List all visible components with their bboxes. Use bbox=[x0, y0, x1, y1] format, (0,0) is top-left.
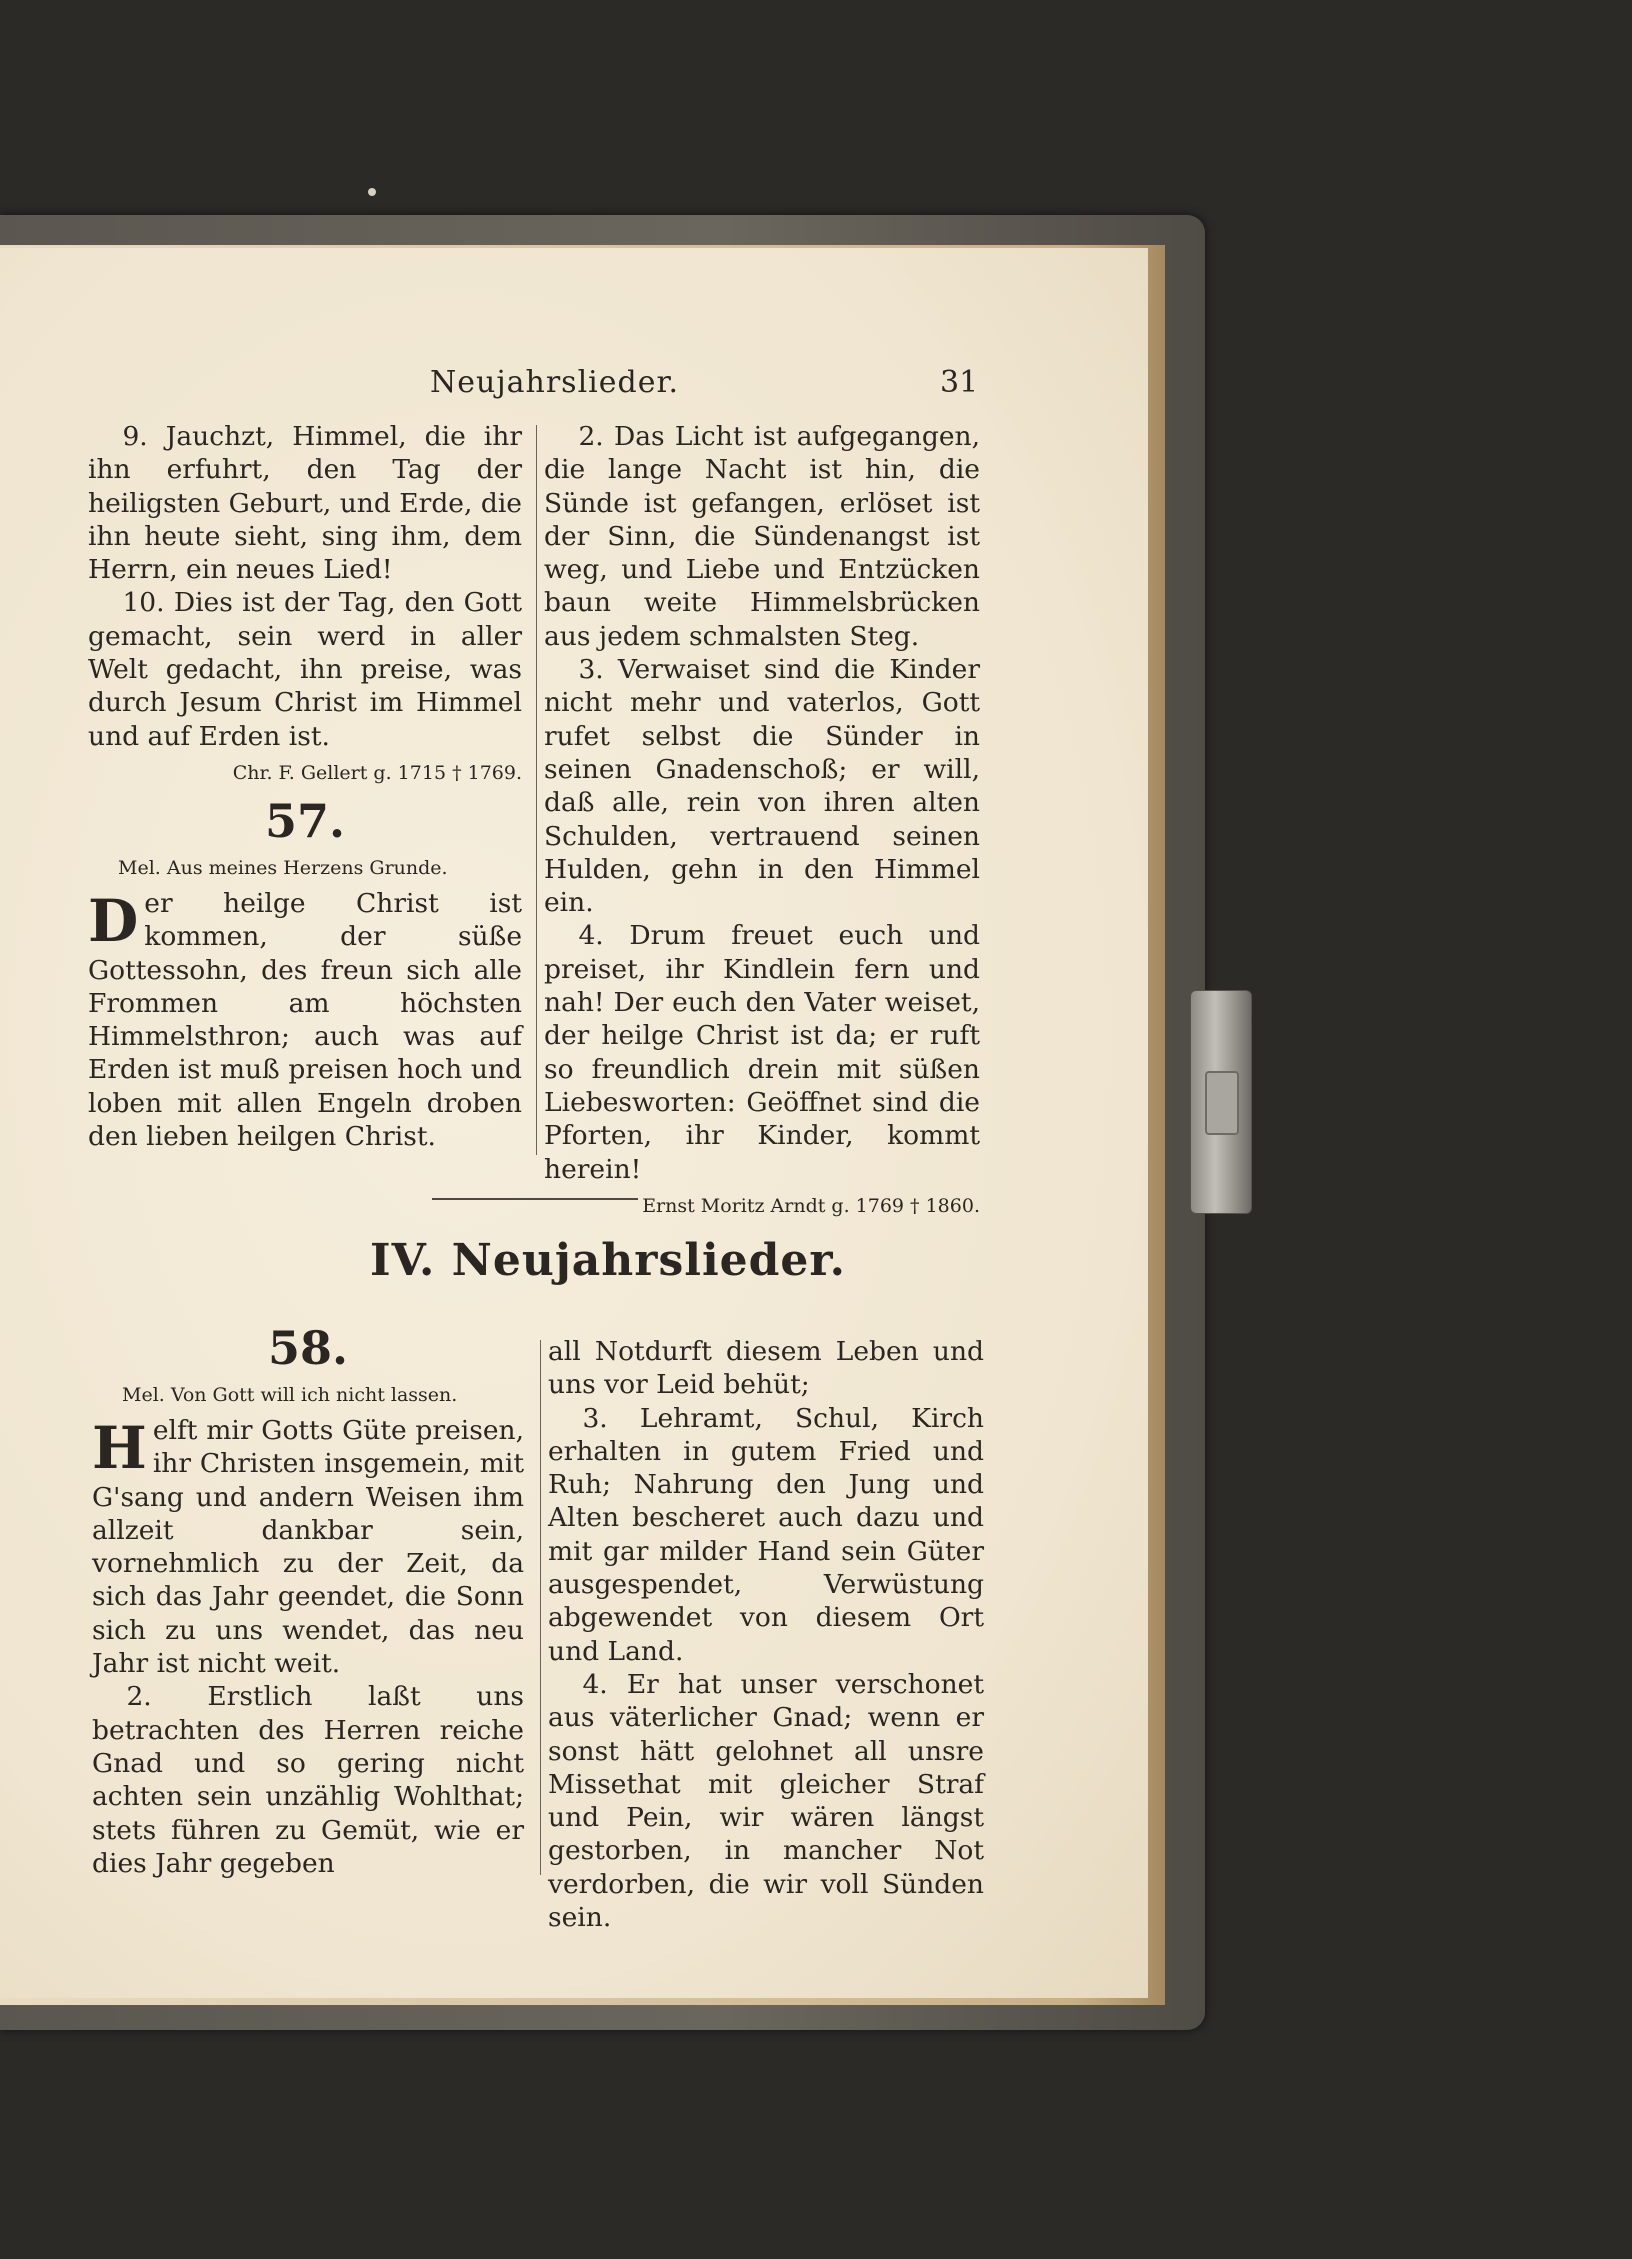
column-rule-bottom bbox=[540, 1340, 541, 1875]
hymn-57-verse-1-text: er heilge Christ ist kommen, der süße Gottessohn, des freun sich alle Frommen am höchsten Himmelsthron; auch was auf Erden ist muß preisen hoch und loben mit allen Engeln droben den lieben heilgen Christ. bbox=[88, 887, 522, 1153]
hymn-58-verse-3: 3. Lehramt, Schul, Kirch erhalten in gutem Fried und Ruh; Nahrung den Jung und Alten bescheret auch dazu und mit gar milder Hand sein Güter ausgespendet, Verwüstung abgewendet von diesem Ort und Land. bbox=[548, 1402, 984, 1667]
clasp-knob bbox=[1205, 1071, 1239, 1135]
hymn-58-verse-4: 4. Er hat unser verschonet aus väterlicher Gnad; wenn er sonst hätt gelohnet all unsre Missethat mit gleicher Straf und Pein, wir wären längst gestorben, in mancher Not verdorben, die wir voll Sünden sein. bbox=[548, 1668, 984, 1934]
dropcap-58: H bbox=[92, 1414, 147, 1482]
attribution-arndt: Ernst Moritz Arndt g. 1769 † 1860. bbox=[642, 1194, 980, 1217]
left-column-bottom bbox=[92, 1320, 524, 1880]
page-number: 31 bbox=[940, 365, 979, 400]
hymn-number-58: 58. bbox=[267, 1321, 349, 1375]
melody-58: Mel. Von Gott will ich nicht lassen. bbox=[122, 1384, 458, 1406]
right-column-bottom bbox=[548, 1335, 984, 1934]
verse-4: 4. Drum freuet euch und preiset, ihr Kindlein fern und nah! Der euch den Vater weiset, der heilge Christ ist da; er ruft so freundlich drein mit süßen Liebesworten: Geöffnet sind die Pforten, ihr Kinder, kommt herein! bbox=[544, 920, 980, 1185]
verse-3: 3. Verwaiset sind die Kinder nicht mehr und vaterlos, Gott rufet selbst die Sünder in seinen Gnadenschoß; er will, daß alle, rein von ihren alten Schulden, vertrauend seinen Hulden, gehn in den Himmel ein. bbox=[544, 654, 980, 919]
hymn-58-verse-2: 2. Erstlich laßt uns betrachten des Herren reiche Gnad und so gering nicht achten sein unzählig Wohlthat; stets führen zu Gemüt, wie er dies Jahr gegeben bbox=[92, 1681, 524, 1879]
hymn-58-verse-1 bbox=[92, 1414, 524, 1680]
melody-57: Mel. Aus meines Herzens Grunde. bbox=[118, 856, 448, 879]
column-rule-top bbox=[536, 425, 537, 1155]
left-column-top bbox=[88, 420, 522, 1153]
verse-9: 9. Jauchzt, Himmel, die ihr ihn erfuhrt, den Tag der heiligsten Geburt, und Erde, die ihn heute sieht, sing ihm, dem Herrn, ein neues Lied! bbox=[88, 421, 522, 586]
attribution-gellert: Chr. F. Gellert g. 1715 † 1769. bbox=[232, 761, 522, 784]
running-head: Neujahrslieder. bbox=[430, 365, 680, 400]
dropcap-57: D bbox=[88, 886, 139, 955]
hymn-57-verse-1 bbox=[88, 887, 522, 1153]
right-column-top bbox=[544, 420, 980, 1226]
hymn-58-verse-1-text: elft mir Gotts Güte preisen, ihr Christen insgemein, mit G'sang und andern Weisen ihm allzeit dankbar sein, vornehmlich zu der Zeit, da sich das Jahr geendet, die Sonn sich zu uns wendet, das neu Jahr ist nicht weit. bbox=[92, 1415, 524, 1680]
section-title: IV. Neujahrslieder. bbox=[370, 1235, 846, 1286]
section-divider bbox=[432, 1198, 638, 1200]
verse-2: 2. Das Licht ist aufgegangen, die lange Nacht ist hin, die Sünde ist gefangen, erlöset ist der Sinn, die Sündenangst ist weg, und Liebe und Entzücken baun weite Himmelsbrücken aus jedem schmalsten Steg. bbox=[544, 421, 980, 652]
hymn-number-57: 57. bbox=[264, 793, 346, 848]
book-clasp bbox=[1190, 990, 1252, 1214]
verse-10: 10. Dies ist der Tag, den Gott gemacht, sein werd in aller Welt gedacht, ihn preise, was durch Jesum Christ im Himmel und auf Erden ist. bbox=[88, 587, 522, 752]
hymn-58-verse-2-cont: all Notdurft diesem Leben und uns vor Leid behüt; bbox=[548, 1336, 984, 1401]
dust-speck bbox=[368, 188, 376, 196]
